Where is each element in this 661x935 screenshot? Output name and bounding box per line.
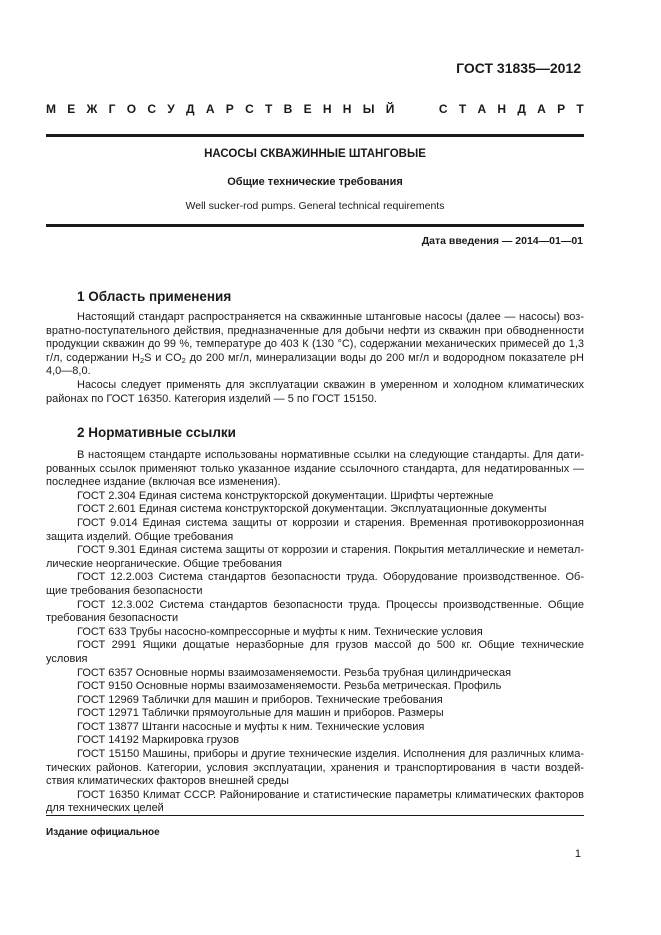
banner-letter: Т: [576, 102, 584, 116]
banner-letter: М: [46, 102, 56, 116]
reference-item: ГОСТ 14192 Маркировка грузов: [77, 734, 240, 747]
banner-letter: Д: [186, 102, 195, 116]
reference-item: ГОСТ 633 Трубы насосно-компрессорные и муфты к ним. Технические условия: [77, 625, 483, 638]
official-edition-label: Издание официальное: [46, 827, 160, 838]
banner-letter: С: [438, 102, 448, 116]
document-subtitle: Общие технические требования: [227, 176, 403, 188]
reference-item: ГОСТ 6357 Основные нормы взаимозаменяемости. Резьба трубная цилиндрическая: [77, 666, 512, 679]
banner-letter: Е: [67, 102, 76, 116]
banner-letter: Е: [303, 102, 312, 116]
interstate-standard-banner: [46, 102, 584, 116]
reference-item: ГОСТ 12.2.003 Система стандартов безопасности труда. Оборудование производственное. Общие требования безопасности: [46, 571, 584, 597]
banner-letter: Ж: [86, 102, 98, 116]
footer-rule: [46, 815, 584, 816]
section-1-body: [46, 311, 584, 406]
banner-letter: Д: [517, 102, 526, 116]
header-rule: [46, 134, 584, 137]
reference-item: ГОСТ 12971 Таблички прямоугольные для машин и приборов. Размеры: [77, 707, 444, 720]
english-title: Well sucker-rod pumps. General technical requirements: [185, 200, 445, 212]
references-list: [46, 490, 584, 816]
section-1-heading: 1 Область применения: [77, 289, 232, 304]
reference-item: ГОСТ 9.301 Единая система защиты от коррозии и старения. Покрытия металлические и неметаллические неорганические. Общие требования: [46, 544, 584, 570]
banner-letter: А: [477, 102, 487, 116]
banner-letter: Т: [458, 102, 467, 116]
reference-item: ГОСТ 12.3.002 Система стандартов безопасности труда. Процессы производственные. Общие требования безопасности: [46, 598, 584, 625]
reference-item: ГОСТ 16350 Климат СССР. Районирование и статистические параметры климатических факторов для технических целей: [46, 788, 584, 815]
document-title: НАСОСЫ СКВАЖИННЫЕ ШТАНГОВЫЕ: [204, 148, 426, 160]
banner-letter: О: [126, 102, 137, 116]
section-1-paragraph-2: Насосы следует применять для эксплуатации скважин в умеренном и холодном климатических районах по ГОСТ 16350. Категория изделий — 5 по ГОСТ 15150.: [46, 378, 584, 405]
reference-item: ГОСТ 2.601 Единая система конструкторской документации. Эксплуатационные документы: [77, 503, 547, 516]
reference-item: ГОСТ 9.014 Единая система защиты от коррозии и старения. Временная противокоррозионная защита изделий. Общие требования: [46, 516, 584, 543]
banner-letter: Н: [322, 102, 332, 116]
reference-item: ГОСТ 2.304 Единая система конструкторской документации. Шрифты чертежные: [77, 489, 494, 502]
banner-letter: С: [147, 102, 157, 116]
page-number: 1: [574, 848, 581, 860]
banner-letter: В: [283, 102, 293, 116]
banner-letter: Й: [385, 102, 395, 116]
banner-letter: Н: [497, 102, 507, 116]
section-2-body: [46, 449, 584, 816]
reference-item: ГОСТ 15150 Машины, приборы и другие технические изделия. Исполнения для различных климатических районов. Категории, условия эксплуатации, хранения и транспортирования в части воздействия климатических факторов внешней среды: [46, 748, 584, 788]
banner-letter: Г: [108, 102, 116, 116]
reference-item: ГОСТ 2991 Ящики дощатые неразборные для грузов массой до 500 кг. Общие технические условия: [46, 639, 584, 665]
banner-letter: С: [245, 102, 254, 116]
banner-letter: Р: [225, 102, 234, 116]
banner-word-gap: [406, 102, 428, 116]
banner-letter: А: [537, 102, 546, 116]
title-rule: [46, 224, 584, 227]
banner-letter: Н: [342, 102, 352, 116]
section-1-paragraph-1: Настоящий стандарт распространяется на скважинные штанговые насосы (далее — насосы) возвратно-поступательного действия, предназначенные для добычи нефти из скважин при обводненности продукции скважин до 99 %, температуре до 403 К (130 °С), содержании механических примесей до 1,3 г/л, содержании $H_2S$ и $CO_2$ до 200 мг/л, минерализации воды до 200 мг/л и водородном показателе pH 4,0—8,0.: [46, 311, 584, 378]
section-2-intro: В настоящем стандарте использованы нормативные ссылки на следующие стандарты. Для датированных ссылок применяют только указанное издание ссылочного стандарта, для недатированных — последнее издание (включая все изменения).: [46, 449, 584, 489]
effective-date: Дата введения — 2014—01—01: [421, 235, 583, 247]
reference-item: ГОСТ 9150 Основные нормы взаимозаменяемости. Резьба метрическая. Профиль: [77, 680, 502, 693]
banner-letter: Т: [265, 102, 273, 116]
banner-letter: А: [205, 102, 215, 116]
banner-letter: У: [167, 102, 175, 116]
reference-item: ГОСТ 13877 Штанги насосные и муфты к ним. Технические условия: [77, 720, 425, 733]
banner-letter: Р: [557, 102, 566, 116]
banner-letter: Ы: [362, 102, 375, 116]
section-2-heading: 2 Нормативные ссылки: [77, 425, 236, 440]
standard-code: ГОСТ 31835—2012: [456, 60, 581, 76]
reference-item: ГОСТ 12969 Таблички для машин и приборов. Технические требования: [77, 693, 443, 706]
